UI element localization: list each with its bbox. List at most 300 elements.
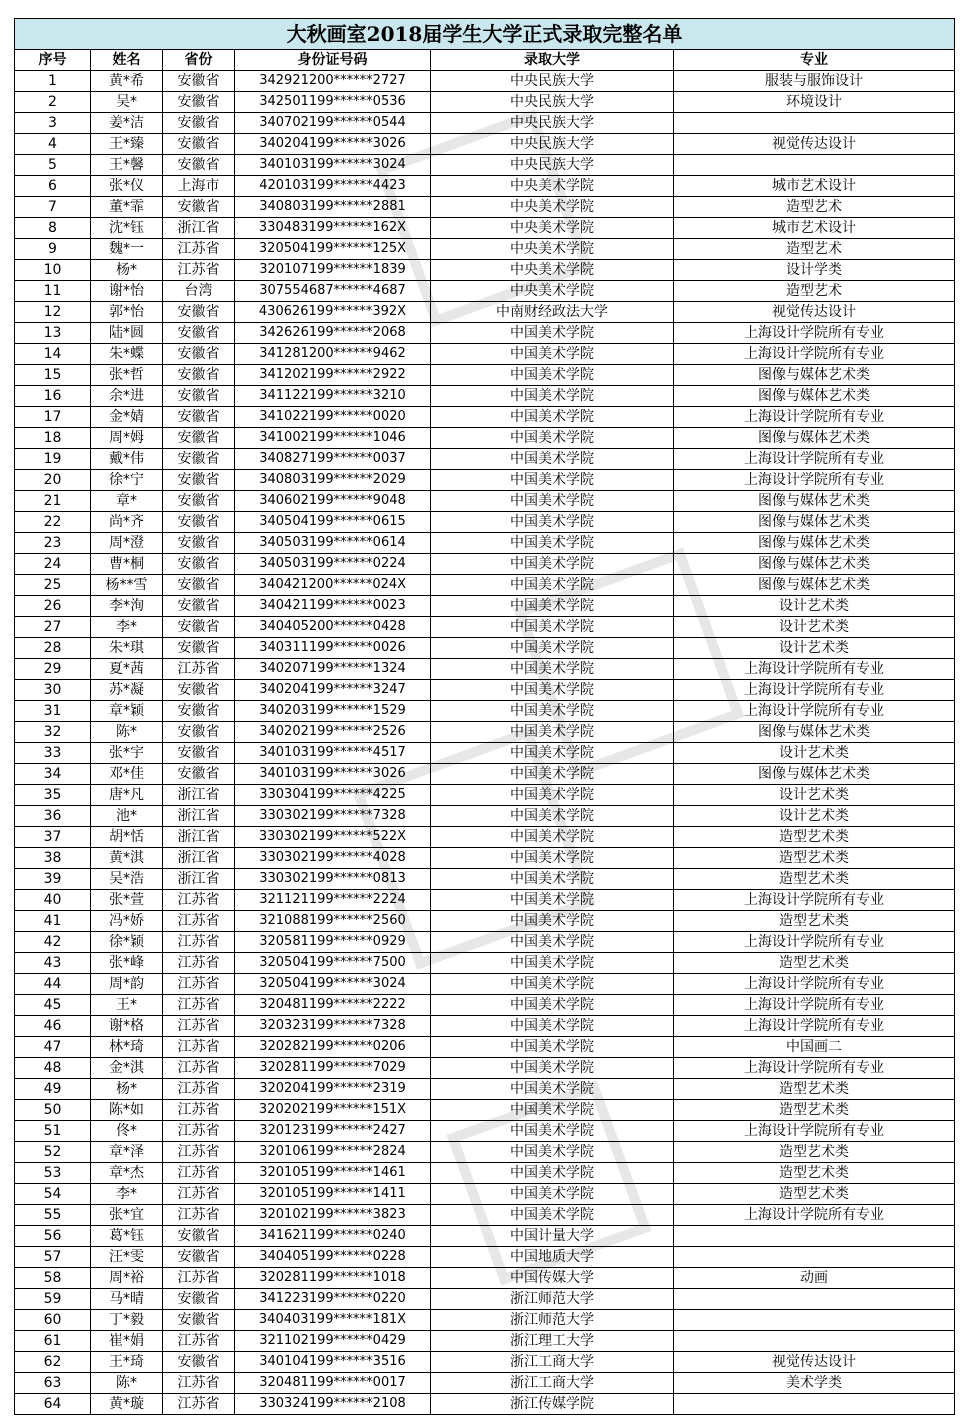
table-row: [15, 323, 955, 344]
table-body: [15, 71, 955, 1415]
cell-id-number: 320105199******1461: [235, 1163, 431, 1184]
cell-id-number: 320323199******7328: [235, 1016, 431, 1037]
cell-index: 13: [15, 323, 91, 344]
cell-province: 浙江省: [163, 785, 235, 806]
cell-province: 江苏省: [163, 1268, 235, 1289]
cell-name: 唐*凡: [91, 785, 163, 806]
cell-university: 中国美术学院: [431, 1037, 674, 1058]
cell-province: 安徽省: [163, 617, 235, 638]
cell-university: 中国美术学院: [431, 1079, 674, 1100]
table-row: [15, 533, 955, 554]
cell-major: 上海设计学院所有专业: [674, 407, 955, 428]
table-row: [15, 1331, 955, 1352]
table-row: [15, 785, 955, 806]
cell-index: 10: [15, 260, 91, 281]
cell-index: 41: [15, 911, 91, 932]
cell-id-number: 340204199******3247: [235, 680, 431, 701]
cell-name: 周*裕: [91, 1268, 163, 1289]
cell-major: 造型艺术类: [674, 1079, 955, 1100]
table-row: [15, 764, 955, 785]
cell-name: 郭*怡: [91, 302, 163, 323]
table-row: [15, 92, 955, 113]
cell-major: 造型艺术: [674, 239, 955, 260]
cell-index: 1: [15, 71, 91, 92]
cell-major: 设计艺术类: [674, 785, 955, 806]
table-row: [15, 848, 955, 869]
cell-name: 马*晴: [91, 1289, 163, 1310]
cell-id-number: 340405199******0228: [235, 1247, 431, 1268]
cell-name: 池*: [91, 806, 163, 827]
cell-index: 62: [15, 1352, 91, 1373]
table-row: [15, 1394, 955, 1415]
cell-index: 15: [15, 365, 91, 386]
cell-index: 11: [15, 281, 91, 302]
cell-index: 20: [15, 470, 91, 491]
cell-major: 造型艺术类: [674, 911, 955, 932]
cell-index: 61: [15, 1331, 91, 1352]
table-row: [15, 1373, 955, 1394]
cell-name: 金*婧: [91, 407, 163, 428]
cell-name: 李*洵: [91, 596, 163, 617]
cell-university: 中国美术学院: [431, 869, 674, 890]
cell-major: [674, 1310, 955, 1331]
cell-name: 张*峰: [91, 953, 163, 974]
cell-major: 设计艺术类: [674, 806, 955, 827]
cell-university: 中国传媒大学: [431, 1268, 674, 1289]
table-row: [15, 386, 955, 407]
cell-index: 36: [15, 806, 91, 827]
cell-index: 51: [15, 1121, 91, 1142]
cell-major: 图像与媒体艺术类: [674, 491, 955, 512]
cell-province: 江苏省: [163, 1100, 235, 1121]
table-row: [15, 1079, 955, 1100]
cell-province: 安徽省: [163, 470, 235, 491]
cell-name: 陈*: [91, 1373, 163, 1394]
cell-university: 中南财经政法大学: [431, 302, 674, 323]
cell-province: 江苏省: [163, 1121, 235, 1142]
cell-province: 安徽省: [163, 596, 235, 617]
cell-id-number: 320281199******7029: [235, 1058, 431, 1079]
cell-index: 23: [15, 533, 91, 554]
header-row: [15, 50, 955, 71]
cell-name: 冯*娇: [91, 911, 163, 932]
cell-university: 浙江工商大学: [431, 1373, 674, 1394]
cell-province: 江苏省: [163, 1394, 235, 1415]
cell-major: 造型艺术类: [674, 1142, 955, 1163]
cell-university: 中国美术学院: [431, 617, 674, 638]
header-province: 省份: [163, 50, 235, 71]
cell-index: 48: [15, 1058, 91, 1079]
cell-name: 徐*颖: [91, 932, 163, 953]
cell-major: 造型艺术类: [674, 953, 955, 974]
cell-university: 中国美术学院: [431, 890, 674, 911]
cell-major: [674, 1289, 955, 1310]
cell-province: 安徽省: [163, 554, 235, 575]
table-row: [15, 365, 955, 386]
table-row: [15, 302, 955, 323]
cell-name: 沈*钰: [91, 218, 163, 239]
table-row: [15, 176, 955, 197]
cell-id-number: 330302199******4028: [235, 848, 431, 869]
cell-id-number: 340103199******3024: [235, 155, 431, 176]
cell-index: 55: [15, 1205, 91, 1226]
cell-province: 安徽省: [163, 386, 235, 407]
cell-university: 中国美术学院: [431, 344, 674, 365]
cell-major: 图像与媒体艺术类: [674, 428, 955, 449]
cell-id-number: 340203199******1529: [235, 701, 431, 722]
cell-province: 安徽省: [163, 92, 235, 113]
table-row: [15, 596, 955, 617]
cell-major: 设计艺术类: [674, 743, 955, 764]
cell-id-number: 340103199******3026: [235, 764, 431, 785]
cell-university: 中国美术学院: [431, 1163, 674, 1184]
cell-name: 林*琦: [91, 1037, 163, 1058]
cell-university: 浙江工商大学: [431, 1352, 674, 1373]
cell-name: 吴*浩: [91, 869, 163, 890]
cell-index: 60: [15, 1310, 91, 1331]
cell-major: 视觉传达设计: [674, 302, 955, 323]
cell-index: 24: [15, 554, 91, 575]
table-row: [15, 1016, 955, 1037]
cell-university: 浙江传媒学院: [431, 1394, 674, 1415]
cell-major: 图像与媒体艺术类: [674, 722, 955, 743]
cell-name: 陈*如: [91, 1100, 163, 1121]
cell-id-number: 340602199******9048: [235, 491, 431, 512]
cell-university: 中央美术学院: [431, 218, 674, 239]
cell-province: 台湾: [163, 281, 235, 302]
cell-province: 安徽省: [163, 155, 235, 176]
cell-index: 7: [15, 197, 91, 218]
cell-index: 43: [15, 953, 91, 974]
cell-university: 中央民族大学: [431, 155, 674, 176]
cell-university: 中国美术学院: [431, 1058, 674, 1079]
cell-id-number: 341202199******2922: [235, 365, 431, 386]
table-row: [15, 1142, 955, 1163]
table-row: [15, 1184, 955, 1205]
cell-id-number: 340504199******0615: [235, 512, 431, 533]
cell-major: 造型艺术: [674, 281, 955, 302]
table-row: [15, 134, 955, 155]
cell-id-number: 342501199******0536: [235, 92, 431, 113]
cell-name: 张*萱: [91, 890, 163, 911]
cell-province: 安徽省: [163, 1310, 235, 1331]
cell-name: 丁*毅: [91, 1310, 163, 1331]
cell-province: 安徽省: [163, 743, 235, 764]
cell-id-number: 340103199******4517: [235, 743, 431, 764]
cell-name: 王*馨: [91, 155, 163, 176]
header-major: 专业: [674, 50, 955, 71]
cell-province: 安徽省: [163, 533, 235, 554]
cell-id-number: 320281199******1018: [235, 1268, 431, 1289]
cell-major: 上海设计学院所有专业: [674, 470, 955, 491]
cell-province: 江苏省: [163, 1205, 235, 1226]
cell-major: 城市艺术设计: [674, 176, 955, 197]
cell-major: 上海设计学院所有专业: [674, 344, 955, 365]
cell-province: 安徽省: [163, 449, 235, 470]
cell-id-number: 340503199******0614: [235, 533, 431, 554]
cell-province: 江苏省: [163, 260, 235, 281]
cell-province: 江苏省: [163, 1184, 235, 1205]
cell-index: 37: [15, 827, 91, 848]
cell-university: 中国美术学院: [431, 596, 674, 617]
cell-id-number: 340405200******0428: [235, 617, 431, 638]
cell-index: 40: [15, 890, 91, 911]
cell-id-number: 340803199******2029: [235, 470, 431, 491]
cell-id-number: 340827199******0037: [235, 449, 431, 470]
table-row: [15, 1289, 955, 1310]
cell-name: 王*琦: [91, 1352, 163, 1373]
cell-index: 25: [15, 575, 91, 596]
cell-name: 黄*璇: [91, 1394, 163, 1415]
cell-id-number: 330302199******522X: [235, 827, 431, 848]
cell-id-number: 330304199******4225: [235, 785, 431, 806]
cell-province: 安徽省: [163, 575, 235, 596]
cell-index: 54: [15, 1184, 91, 1205]
cell-province: 浙江省: [163, 848, 235, 869]
table-row: [15, 428, 955, 449]
cell-province: 安徽省: [163, 344, 235, 365]
table-row: [15, 344, 955, 365]
cell-id-number: 340803199******2881: [235, 197, 431, 218]
cell-id-number: 340421199******0023: [235, 596, 431, 617]
cell-university: 浙江师范大学: [431, 1310, 674, 1331]
page-title: 大秋画室2018届学生大学正式录取完整名单: [15, 19, 955, 50]
table-row: [15, 890, 955, 911]
cell-university: 中国美术学院: [431, 512, 674, 533]
cell-name: 胡*恬: [91, 827, 163, 848]
cell-major: 图像与媒体艺术类: [674, 554, 955, 575]
cell-id-number: 341002199******1046: [235, 428, 431, 449]
cell-index: 29: [15, 659, 91, 680]
table-row: [15, 113, 955, 134]
cell-index: 38: [15, 848, 91, 869]
cell-major: [674, 155, 955, 176]
cell-province: 江苏省: [163, 1163, 235, 1184]
table-row: [15, 1037, 955, 1058]
cell-name: 黄*淇: [91, 848, 163, 869]
cell-major: 上海设计学院所有专业: [674, 323, 955, 344]
cell-university: 中国美术学院: [431, 1184, 674, 1205]
cell-id-number: 321102199******0429: [235, 1331, 431, 1352]
cell-province: 安徽省: [163, 491, 235, 512]
cell-university: 中央民族大学: [431, 113, 674, 134]
cell-index: 44: [15, 974, 91, 995]
cell-province: 江苏省: [163, 659, 235, 680]
cell-name: 尚*齐: [91, 512, 163, 533]
cell-index: 27: [15, 617, 91, 638]
cell-index: 64: [15, 1394, 91, 1415]
cell-major: 美术学类: [674, 1373, 955, 1394]
table-row: [15, 995, 955, 1016]
cell-province: 江苏省: [163, 932, 235, 953]
cell-university: 中国美术学院: [431, 953, 674, 974]
cell-name: 谢*怡: [91, 281, 163, 302]
cell-id-number: 340207199******1324: [235, 659, 431, 680]
table-row: [15, 701, 955, 722]
table-row: [15, 197, 955, 218]
cell-name: 张*宇: [91, 743, 163, 764]
cell-index: 19: [15, 449, 91, 470]
cell-index: 31: [15, 701, 91, 722]
cell-university: 中国美术学院: [431, 323, 674, 344]
cell-province: 江苏省: [163, 239, 235, 260]
cell-major: 上海设计学院所有专业: [674, 974, 955, 995]
cell-university: 中国美术学院: [431, 848, 674, 869]
table-row: [15, 1121, 955, 1142]
table-row: [15, 911, 955, 932]
cell-name: 董*霏: [91, 197, 163, 218]
cell-id-number: 320123199******2427: [235, 1121, 431, 1142]
cell-major: 图像与媒体艺术类: [674, 764, 955, 785]
cell-province: 安徽省: [163, 71, 235, 92]
cell-index: 12: [15, 302, 91, 323]
cell-id-number: 420103199******4423: [235, 176, 431, 197]
cell-university: 中国美术学院: [431, 470, 674, 491]
cell-university: 中国美术学院: [431, 932, 674, 953]
cell-province: 安徽省: [163, 1226, 235, 1247]
cell-name: 夏*茜: [91, 659, 163, 680]
cell-name: 杨*: [91, 260, 163, 281]
cell-index: 59: [15, 1289, 91, 1310]
cell-university: 中国美术学院: [431, 407, 674, 428]
cell-name: 黄*希: [91, 71, 163, 92]
cell-province: 江苏省: [163, 1037, 235, 1058]
admission-sheet: [14, 18, 954, 1415]
cell-name: 余*进: [91, 386, 163, 407]
table-row: [15, 1226, 955, 1247]
cell-id-number: 320106199******2824: [235, 1142, 431, 1163]
cell-name: 张*仪: [91, 176, 163, 197]
cell-id-number: 320504199******125X: [235, 239, 431, 260]
cell-major: 上海设计学院所有专业: [674, 1205, 955, 1226]
cell-name: 王*: [91, 995, 163, 1016]
cell-id-number: 307554687******4687: [235, 281, 431, 302]
cell-major: [674, 1247, 955, 1268]
cell-index: 46: [15, 1016, 91, 1037]
cell-province: 江苏省: [163, 1331, 235, 1352]
table-row: [15, 155, 955, 176]
cell-university: 中央民族大学: [431, 92, 674, 113]
cell-province: 江苏省: [163, 1058, 235, 1079]
cell-university: 中国美术学院: [431, 554, 674, 575]
cell-id-number: 340702199******0544: [235, 113, 431, 134]
cell-major: 图像与媒体艺术类: [674, 512, 955, 533]
cell-university: 中国美术学院: [431, 365, 674, 386]
cell-major: 中国画二: [674, 1037, 955, 1058]
table-row: [15, 932, 955, 953]
cell-index: 34: [15, 764, 91, 785]
cell-id-number: 320581199******0929: [235, 932, 431, 953]
cell-name: 魏*一: [91, 239, 163, 260]
table-row: [15, 491, 955, 512]
cell-name: 李*: [91, 617, 163, 638]
cell-university: 中国美术学院: [431, 1100, 674, 1121]
cell-id-number: 340311199******0026: [235, 638, 431, 659]
cell-major: 视觉传达设计: [674, 1352, 955, 1373]
cell-id-number: 340202199******2526: [235, 722, 431, 743]
cell-major: 上海设计学院所有专业: [674, 701, 955, 722]
cell-province: 浙江省: [163, 806, 235, 827]
cell-province: 江苏省: [163, 995, 235, 1016]
cell-name: 周*韵: [91, 974, 163, 995]
cell-major: 造型艺术类: [674, 1184, 955, 1205]
cell-id-number: 340104199******3516: [235, 1352, 431, 1373]
cell-province: 安徽省: [163, 1247, 235, 1268]
cell-university: 中国美术学院: [431, 995, 674, 1016]
cell-university: 中央民族大学: [431, 71, 674, 92]
cell-province: 浙江省: [163, 827, 235, 848]
cell-major: 设计艺术类: [674, 617, 955, 638]
cell-index: 52: [15, 1142, 91, 1163]
table-row: [15, 512, 955, 533]
cell-name: 陈*: [91, 722, 163, 743]
cell-id-number: 320204199******2319: [235, 1079, 431, 1100]
cell-index: 17: [15, 407, 91, 428]
cell-index: 30: [15, 680, 91, 701]
cell-province: 安徽省: [163, 512, 235, 533]
header-index: 序号: [15, 50, 91, 71]
cell-province: 江苏省: [163, 911, 235, 932]
table-row: [15, 659, 955, 680]
cell-index: 18: [15, 428, 91, 449]
cell-index: 21: [15, 491, 91, 512]
cell-university: 中国美术学院: [431, 1121, 674, 1142]
cell-university: 中国美术学院: [431, 638, 674, 659]
cell-university: 中国美术学院: [431, 743, 674, 764]
table-row: [15, 239, 955, 260]
header-university: 录取大学: [431, 50, 674, 71]
cell-id-number: 340403199******181X: [235, 1310, 431, 1331]
cell-major: 设计艺术类: [674, 638, 955, 659]
table-row: [15, 638, 955, 659]
cell-name: 周*姆: [91, 428, 163, 449]
cell-id-number: 340503199******0224: [235, 554, 431, 575]
cell-id-number: 330324199******2108: [235, 1394, 431, 1415]
cell-id-number: 320102199******3823: [235, 1205, 431, 1226]
cell-index: 4: [15, 134, 91, 155]
cell-major: 造型艺术类: [674, 869, 955, 890]
cell-province: 安徽省: [163, 680, 235, 701]
cell-major: 上海设计学院所有专业: [674, 659, 955, 680]
cell-major: 造型艺术类: [674, 827, 955, 848]
cell-index: 53: [15, 1163, 91, 1184]
cell-university: 中国美术学院: [431, 974, 674, 995]
cell-name: 朱*蝶: [91, 344, 163, 365]
cell-name: 戴*伟: [91, 449, 163, 470]
cell-province: 安徽省: [163, 1352, 235, 1373]
cell-id-number: 341022199******0020: [235, 407, 431, 428]
cell-university: 中央民族大学: [431, 134, 674, 155]
table-row: [15, 1205, 955, 1226]
cell-major: 上海设计学院所有专业: [674, 1016, 955, 1037]
cell-id-number: 342626199******2068: [235, 323, 431, 344]
cell-index: 39: [15, 869, 91, 890]
table-row: [15, 617, 955, 638]
table-row: [15, 218, 955, 239]
table-row: [15, 1268, 955, 1289]
cell-province: 安徽省: [163, 701, 235, 722]
cell-major: 上海设计学院所有专业: [674, 1058, 955, 1079]
table-row: [15, 827, 955, 848]
cell-name: 姜*洁: [91, 113, 163, 134]
cell-university: 中国美术学院: [431, 533, 674, 554]
table-row: [15, 407, 955, 428]
cell-major: [674, 113, 955, 134]
cell-university: 中国美术学院: [431, 449, 674, 470]
cell-university: 中国计量大学: [431, 1226, 674, 1247]
cell-id-number: 320481199******2222: [235, 995, 431, 1016]
cell-index: 50: [15, 1100, 91, 1121]
